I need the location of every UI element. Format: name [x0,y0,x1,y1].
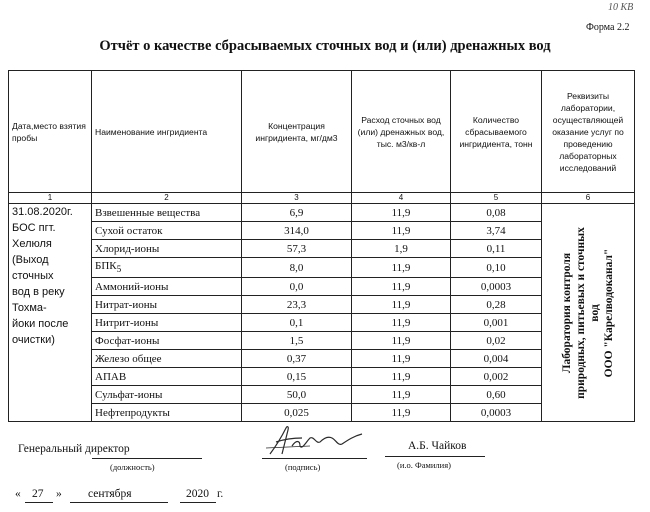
concentration-value: 314,0 [242,222,352,240]
sampling-place-cell [9,204,92,422]
concentration-value: 0,025 [242,404,352,422]
amount-value: 0,0003 [451,278,542,296]
ingredient-subscript: 5 [116,264,122,275]
concentration-value: 50,0 [242,386,352,404]
header-flow: Расход сточных вод (или) дренажных вод, тыс. м3/кв-л [352,71,451,193]
laboratory-line: вод [589,303,601,322]
position-underline [92,458,202,459]
concentration-value: 0,37 [242,350,352,368]
column-number: 6 [542,193,635,204]
amount-value: 0,28 [451,296,542,314]
signature-underline [262,458,367,459]
flow-value: 11,9 [352,314,451,332]
form-number: Форма 2.2 [586,22,630,33]
laboratory-text [560,227,616,399]
ingredient-label: Нефтепродукты [95,406,170,419]
concentration-value: 8,0 [242,258,352,278]
ingredient-label: Нитрат-ионы [95,298,158,311]
report-title: Отчёт о качестве сбрасываемых сточных вод и (или) дренажных вод [99,38,551,54]
header-lab: Реквизиты лаборатории, осуществляющей оказание услуг по проведению лабораторных исследований [542,71,635,193]
corner-mark: 10 КВ [608,2,634,13]
header-ingredient: Наименование ингридиента [92,71,242,193]
flow-value: 11,9 [352,296,451,314]
date-close-quote: » [56,488,62,500]
report-table [8,70,635,422]
director-name: А.Б. Чайков [408,440,467,452]
signature-hint: (подпись) [285,462,321,472]
ingredient-name [92,332,242,350]
flow-value: 11,9 [352,368,451,386]
date-year: 2020 [186,488,209,500]
ingredient-name [92,350,242,368]
flow-value: 11,9 [352,386,451,404]
column-number: 2 [92,193,242,204]
header-date-place: Дата,место взятия пробы [9,71,92,193]
concentration-value: 1,5 [242,332,352,350]
concentration-value: 57,3 [242,240,352,258]
flow-value: 11,9 [352,204,451,222]
column-numbers-row [9,193,635,204]
table-row [9,204,635,222]
header-amount: Количество сбрасываемого ингридиента, тонн [451,71,542,193]
ingredient-name [92,368,242,386]
position-hint: (должность) [110,462,155,472]
ingredient-label: Фосфат-ионы [95,334,160,347]
column-number: 4 [352,193,451,204]
ingredient-label: Железо общее [95,352,162,365]
ingredient-name [92,386,242,404]
header-concentration: Концентрация ингридиента, мг/дм3 [242,71,352,193]
flow-value: 11,9 [352,404,451,422]
ingredient-name [92,314,242,332]
amount-value: 0,004 [451,350,542,368]
flow-value: 11,9 [352,258,451,278]
sampling-place-line: 31.08.2020г. [12,206,73,218]
laboratory-line: Лаборатория контроля [561,252,573,373]
date-day: 27 [32,488,44,500]
flow-value: 11,9 [352,222,451,240]
ingredient-name [92,296,242,314]
laboratory-line: ООО "Карелводоканал" [603,248,615,377]
amount-value: 0,001 [451,314,542,332]
ingredient-label: БПК [95,260,117,272]
sampling-place-line: БОС пгт. Хелюля [12,222,56,250]
concentration-value: 0,0 [242,278,352,296]
flow-value: 1,9 [352,240,451,258]
ingredient-label: Аммоний-ионы [95,280,169,293]
ingredient-name [92,204,242,222]
ingredient-name [92,278,242,296]
month-underline [70,502,168,503]
sampling-place-line: вод в реку Тохма- [12,286,65,314]
ingredient-label: Нитрит-ионы [95,316,159,329]
concentration-value: 0,15 [242,368,352,386]
concentration-value: 6,9 [242,204,352,222]
column-number: 1 [9,193,92,204]
handwritten-signature [262,424,372,458]
name-hint: (и.о. Фамилия) [397,460,451,470]
flow-value: 11,9 [352,332,451,350]
name-underline [385,456,485,457]
ingredient-label: АПАВ [95,370,127,383]
amount-value: 0,08 [451,204,542,222]
date-year-suffix: г. [217,488,224,500]
ingredient-label: Сухой остаток [95,224,163,237]
laboratory-line: природных, питьевых и сточных [575,226,587,399]
ingredient-name [92,222,242,240]
position-text: Генеральный директор [18,443,130,455]
ingredient-name [92,404,242,422]
sampling-place-line: очистки) [12,334,55,346]
flow-value: 11,9 [352,350,451,368]
concentration-value: 23,3 [242,296,352,314]
amount-value: 3,74 [451,222,542,240]
amount-value: 0,0003 [451,404,542,422]
ingredient-label: Хлорид-ионы [95,242,160,255]
sampling-place-line: йоки после [12,318,69,330]
ingredient-label: Взвешенные вещества [95,206,201,219]
ingredient-label: Сульфат-ионы [95,388,163,401]
sampling-place-line: (Выход сточных [12,254,54,282]
concentration-value: 0,1 [242,314,352,332]
column-number: 3 [242,193,352,204]
ingredient-name [92,258,242,278]
ingredient-name [92,240,242,258]
date-month: сентября [88,488,132,500]
header-row [9,71,635,193]
date-open-quote: « [15,488,21,500]
day-underline [25,502,53,503]
amount-value: 0,11 [451,240,542,258]
amount-value: 0,002 [451,368,542,386]
column-number: 5 [451,193,542,204]
amount-value: 0,10 [451,258,542,278]
flow-value: 11,9 [352,278,451,296]
laboratory-cell [542,204,635,422]
amount-value: 0,60 [451,386,542,404]
year-underline [180,502,216,503]
amount-value: 0,02 [451,332,542,350]
